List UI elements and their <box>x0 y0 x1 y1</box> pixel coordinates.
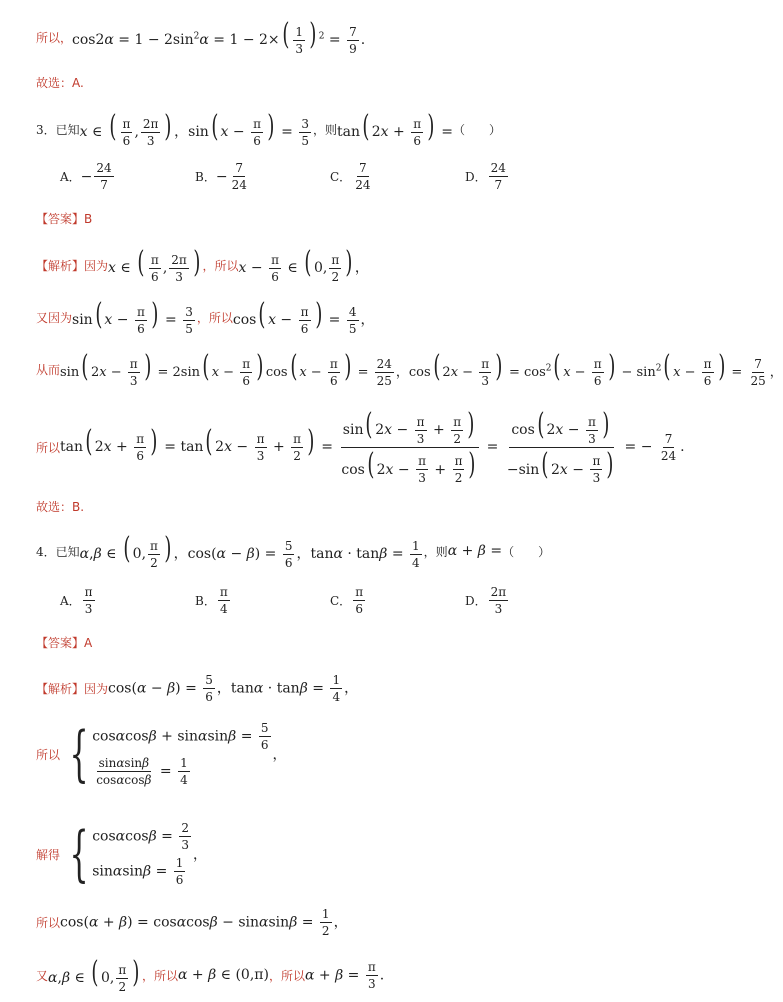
question-3 <box>36 109 501 148</box>
option-den: 4 <box>219 602 228 616</box>
option-num: 7 <box>235 161 244 175</box>
q4-system-2: cosαcosβ = $\frac{2}{3}$ sinαsinβ = $\frac{1}{6}$ <box>92 821 189 887</box>
option-num: 7 <box>359 161 367 175</box>
question-4 <box>36 531 551 570</box>
q3-step-2: sin( x − $\frac{\pi}{6}$ ) = $\frac{3}{5}$ <box>72 297 193 336</box>
because-label: 因为 <box>84 258 109 273</box>
q4-then: ，则 <box>423 544 448 559</box>
option-letter: C． <box>330 594 352 608</box>
q3-option-d[interactable] <box>465 162 600 191</box>
option-den: 3 <box>84 602 93 616</box>
choose-text: 故选：B. <box>36 500 85 514</box>
label-so: 所以， <box>36 30 73 45</box>
option-sign: − <box>80 168 93 185</box>
so-label: ，所以 <box>268 968 305 983</box>
option-letter: A． <box>60 594 81 608</box>
so-label: ，所以 <box>141 968 178 983</box>
answer-label: 【答案】 <box>36 636 85 650</box>
q4-analysis-1 <box>36 674 358 703</box>
answer-value: B <box>84 211 93 226</box>
choose-b <box>36 498 84 515</box>
also-label: 又 <box>36 968 49 983</box>
q3-target: tan( 2x + $\frac{\pi}{6}$ ) = <box>337 109 453 148</box>
choose-a-prev <box>36 74 84 91</box>
option-letter: A． <box>60 170 81 184</box>
q3-step-4: tan( 2x + $\frac{\pi}{6}$ ) = tan( 2x − $\frac{\pi}{3}$ + $\frac{\pi}{2}$ ) = sin( 2x − $\frac{\pi}{3}$ + $\frac{\pi}{2}$ ) cos( 2x − $\frac{\pi}{3}$ + $\frac{\pi}{2}$ ) = cos( 2x − $\frac{\pi}{3}$ ) −sin( 2x − $\frac{\pi}{3}$ ) = − $\frac{7}{24}$ . <box>60 407 685 485</box>
q4-step-4: cos(α + β) = cosαcosβ − sinαsinβ = $\frac{1}{2}$ ， <box>60 907 348 938</box>
so-label: ，所以 <box>202 258 239 273</box>
option-letter: B． <box>195 594 216 608</box>
q4-step-5c: α + β = $\frac{\pi}{3}$ . <box>304 959 385 991</box>
q3-answer <box>36 210 92 227</box>
option-den: 7 <box>100 178 108 192</box>
q4-analysis-3: 解得 { cosαcosβ = $\frac{2}{3}$ sinαsinβ = $\frac{1}{6}$ ， <box>36 819 207 889</box>
q3-step-1b: x − $\frac{\pi}{6}$ ∈ ( 0, $\frac{\pi}{2}$ ) ， <box>238 245 369 284</box>
option-num: 24 <box>490 161 506 175</box>
because-label: 因为 <box>84 682 109 696</box>
option-den: 24 <box>231 178 247 192</box>
q4-step-5: α,β ∈ ( 0, $\frac{\pi}{2}$ ) <box>48 955 140 994</box>
q4-option-b[interactable] <box>195 586 330 615</box>
so-label: ，所以 <box>196 310 233 325</box>
option-den: 7 <box>494 178 503 192</box>
option-num: π <box>219 585 228 599</box>
option-den: 6 <box>355 602 363 616</box>
q3-analysis-1 <box>36 245 369 284</box>
option-letter: D． <box>465 170 487 184</box>
option-num: π <box>84 585 93 599</box>
prev-solution-line <box>36 17 366 56</box>
q3-option-b[interactable] <box>195 162 330 191</box>
q3-analysis-3 <box>36 349 783 388</box>
q4-option-d[interactable] <box>465 586 600 615</box>
q3-then: ，则 <box>312 122 337 137</box>
choose-text: 故选：A. <box>36 76 84 90</box>
q3-option-a[interactable] <box>60 162 195 191</box>
so-label: 所以 <box>36 916 61 930</box>
thus-label: 从而 <box>36 363 61 377</box>
q4-number: 4． <box>36 544 56 559</box>
q3-step-3: sin( 2x − $\frac{\pi}{3}$ ) = 2sin( x − $\frac{\pi}{6}$ ) cos( x − $\frac{\pi}{6}$ ) = $\frac{24}{25}$ ，cos( 2x − $\frac{\pi}{3}$ ) = $\cos^2$( x − $\frac{\pi}{6}$ ) − $\sin^2$( x − $\frac{\pi}{6}$ ) = $\frac{7}{25}$ ， <box>60 349 783 388</box>
solve-label: 解得 <box>36 847 61 862</box>
q4-analysis-2: 所以 { cosαcosβ + sinαsinβ = $\frac{5}{6}$ $\frac{\sin\alpha\sin\beta}{\cos\alpha\cos\beta}$ = $\frac{1}{4}$ ， <box>36 719 287 789</box>
so-label: 所以 <box>36 440 61 455</box>
option-num: 24 <box>96 161 112 175</box>
option-letter: D． <box>465 594 487 608</box>
option-den: 24 <box>355 178 371 192</box>
q4-known: 已知 <box>55 544 80 559</box>
answer-value: A <box>84 635 93 650</box>
q3-number: 3． <box>36 122 56 137</box>
q4-analysis-5 <box>36 955 385 994</box>
q4-option-a[interactable] <box>60 586 195 615</box>
q4-analysis-4 <box>36 908 348 937</box>
option-num: π <box>355 585 364 599</box>
option-sign: − <box>215 168 228 185</box>
so-label: 所以 <box>36 747 61 762</box>
option-letter: B． <box>195 170 216 184</box>
q3-options <box>60 162 600 191</box>
q4-system-1: cosαcosβ + sinαsinβ = $\frac{5}{6}$ $\frac{\sin\alpha\sin\beta}{\cos\alpha\cos\beta}$ = $\frac{1}{4}$ <box>92 721 269 787</box>
q3-step-1: x ∈ ( $\frac{\pi}{6}$ , $\frac{2\pi}{3}$ ) <box>108 245 201 284</box>
q4-blank: （ ） <box>502 544 551 559</box>
q3-step-2b: cos( x − $\frac{\pi}{6}$ ) = $\frac{4}{5}$ ， <box>232 297 375 336</box>
q3-analysis-4 <box>36 407 685 485</box>
q4-option-c[interactable] <box>330 586 465 615</box>
formula-cos2a: $\cos 2\alpha = 1 - 2\sin^2\alpha = 1 - 2\times$( $\frac{1}{3}$ ) $^2$ = $\frac{7}{9}$ . <box>72 17 366 56</box>
q3-known: 已知 <box>55 122 80 137</box>
q3-condition: x ∈ ( $\frac{\pi}{6}$ , $\frac{2\pi}{3}$ ) ，sin( x − $\frac{\pi}{6}$ ) = $\frac{3}{5}$ <box>79 109 309 148</box>
q3-blank: （ ） <box>452 122 501 137</box>
q3-option-c[interactable] <box>330 162 465 191</box>
q4-step-5b: α + β ∈ (0,π) <box>178 967 269 984</box>
analysis-label: 【解析】 <box>36 258 85 273</box>
q4-step-1: cos(α − β) = $\frac{5}{6}$ ，tanα · tanβ = $\frac{1}{4}$ ， <box>108 673 359 704</box>
also-because-label: 又因为 <box>36 310 73 325</box>
option-letter: C． <box>330 170 352 184</box>
option-den: 3 <box>494 602 503 616</box>
option-num: 2π <box>490 585 507 599</box>
q4-condition: α,β ∈ ( 0, $\frac{\pi}{2}$ ) ，cos(α − β) = $\frac{5}{6}$ ，tanα · tanβ = $\frac{1}{4}$ <box>79 531 420 570</box>
analysis-label: 【解析】 <box>36 682 85 696</box>
q4-target: α + β = <box>447 543 503 560</box>
q4-options <box>60 586 600 615</box>
answer-label: 【答案】 <box>36 212 85 226</box>
q4-answer <box>36 634 92 651</box>
q3-analysis-2 <box>36 297 375 336</box>
